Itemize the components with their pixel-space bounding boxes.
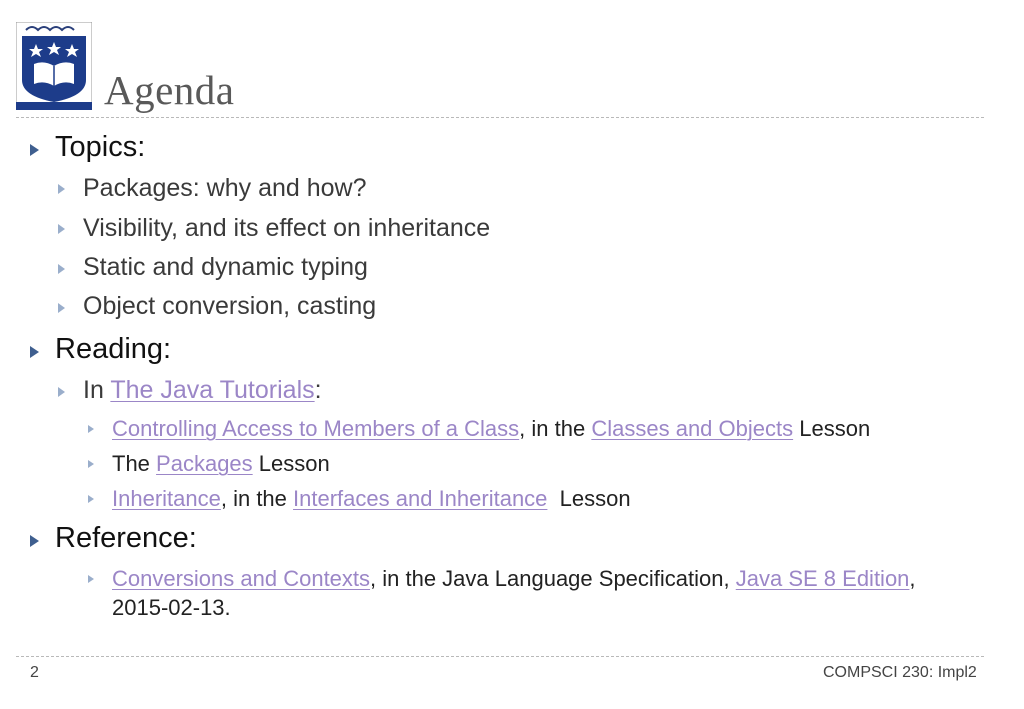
conversions-and-contexts-link[interactable]: Conversions and Contexts xyxy=(112,566,371,591)
bullet-icon xyxy=(88,425,94,433)
bullet-icon xyxy=(30,144,39,156)
bullet-icon xyxy=(58,303,65,313)
reading-item xyxy=(112,416,870,442)
reading-item-text: The xyxy=(112,451,150,476)
topic-item: Visibility, and its effect on inheritance xyxy=(83,214,491,242)
university-logo xyxy=(16,22,92,110)
bullet-icon xyxy=(88,460,94,468)
page-number: 2 xyxy=(30,664,39,681)
reading-heading: Reading: xyxy=(55,333,172,365)
java-se-8-edition-link[interactable]: Java SE 8 Edition xyxy=(735,566,910,591)
reference-heading: Reference: xyxy=(55,522,197,554)
topic-item: Static and dynamic typing xyxy=(83,253,368,281)
bullet-icon xyxy=(58,184,65,194)
reference-item xyxy=(112,566,916,592)
title-divider xyxy=(16,117,984,118)
slide-title: Agenda xyxy=(104,67,235,113)
reading-item-text: Lesson xyxy=(799,416,871,441)
reference-date: 2015-02-13. xyxy=(112,595,231,620)
java-tutorials-link[interactable]: The Java Tutorials xyxy=(110,376,315,404)
footer-divider xyxy=(16,656,984,657)
reading-item xyxy=(112,451,330,477)
reading-intro-suffix: : xyxy=(314,376,322,404)
bullet-icon xyxy=(30,535,39,547)
reading-item-text: , in the xyxy=(519,416,586,441)
interfaces-and-inheritance-link[interactable]: Interfaces and Inheritance xyxy=(293,486,548,511)
bullet-icon xyxy=(30,346,39,358)
course-code: COMPSCI 230: Impl2 xyxy=(823,664,977,681)
reading-item-text: , in the xyxy=(220,486,287,511)
bullet-icon xyxy=(58,264,65,274)
packages-link[interactable]: Packages xyxy=(156,451,253,476)
bullet-icon xyxy=(88,575,94,583)
topics-heading: Topics: xyxy=(55,131,146,163)
reference-item-text: , in the Java Language Specification, xyxy=(370,566,730,591)
reading-item-text: Lesson xyxy=(258,451,330,476)
bullet-icon xyxy=(58,387,65,397)
classes-and-objects-link[interactable]: Classes and Objects xyxy=(591,416,794,441)
reading-item xyxy=(112,486,631,512)
topic-item: Packages: why and how? xyxy=(83,174,367,202)
university-of-auckland-crest-icon xyxy=(16,22,92,110)
reading-item-text: Lesson xyxy=(559,486,631,511)
inheritance-link[interactable]: Inheritance xyxy=(112,486,221,511)
reference-item-text: , xyxy=(909,566,916,591)
controlling-access-link[interactable]: Controlling Access to Members of a Class xyxy=(112,416,520,441)
bullet-icon xyxy=(58,224,65,234)
reading-intro xyxy=(83,376,322,405)
topic-item: Object conversion, casting xyxy=(83,292,377,320)
reading-intro-prefix: In xyxy=(83,376,104,404)
bullet-icon xyxy=(88,495,94,503)
